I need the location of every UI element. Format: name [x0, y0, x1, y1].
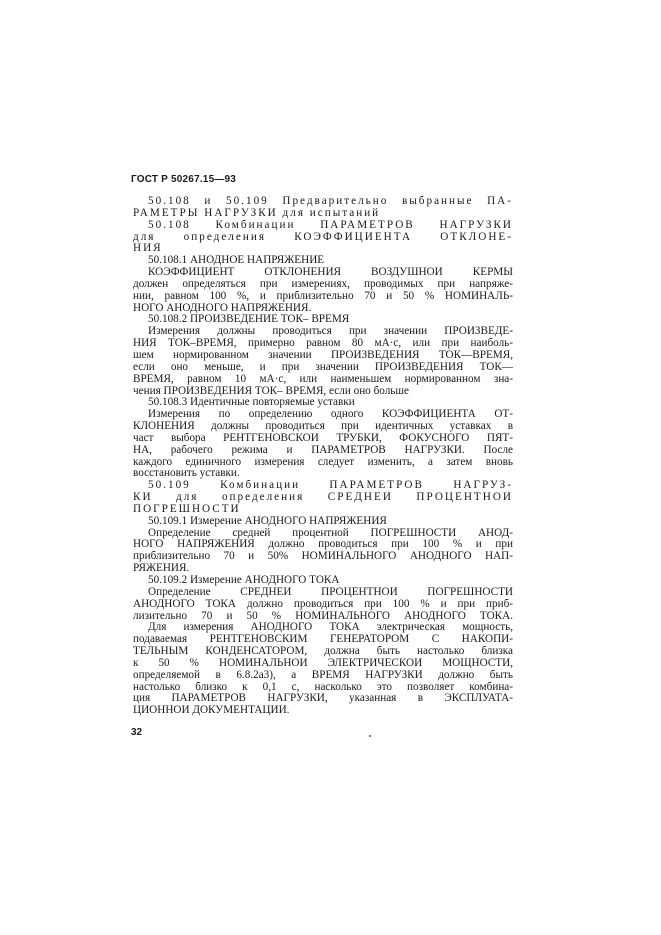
text-line: 50.108.1 АНОДНОЕ НАПРЯЖЕНИЕ: [148, 255, 325, 267]
text-line: 50.108.3 Идентичные повторяемые уставки: [148, 397, 355, 409]
text-line: ВРЕМЯ, равном 10 мА·с, или наименьшем нормированном зна-: [133, 373, 513, 385]
document-body: [133, 196, 513, 717]
text-line: подаваемая РЕНТГЕНОВСКИМ ГЕНЕРАТОРОМ С НАКОПИ-: [133, 634, 513, 646]
text-line: ция ПАРАМЕТРОВ НАГРУЗКИ, указанная в ЭКСПЛУАТА-: [133, 693, 513, 705]
text-line: если оно меньше, и при значении ПРОИЗВЕДЕНИЯ ТОК—: [133, 361, 513, 373]
text-line: Измерения по определению одного КОЭФФИЦИЕНТА ОТ-: [148, 409, 513, 421]
text-line: НОГО АНОДНОГО НАПРЯЖЕНИЯ.: [133, 302, 312, 314]
text-line: ЦИОННОЙ ДОКУМЕНТАЦИИ.: [133, 705, 290, 717]
text-line: 50.108 Комбинации ПАРАМЕТРОВ НАГРУЗКИ: [148, 219, 513, 231]
text-line: 50.108 и 50.109 Предварительно выбранные ПА-: [148, 196, 513, 207]
text-line: 50.109 Комбинации ПАРАМЕТРОВ НАГРУЗ-: [148, 480, 513, 492]
text-line: Измерения должны проводиться при значении ПРОИЗВЕДЕ-: [148, 326, 513, 338]
text-line: АНОДНОГО ТОКА должно проводиться при 100 % и при приб-: [133, 598, 513, 610]
text-line: КИ для определения СРЕДНЕЙ ПРОЦЕНТНОЙ: [133, 492, 513, 504]
text-line: КОЭФФИЦИЕНТ ОТКЛОНЕНИЯ ВОЗДУШНОЙ КЕРМЫ: [148, 267, 513, 279]
text-line: част выбора РЕНТГЕНОВСКОЙ ТРУБКИ, ФОКУСНОГО ПЯТ-: [133, 432, 513, 444]
text-line: каждого единичного измерения следует изменить, а затем вновь: [133, 456, 513, 468]
text-line: НИЯ: [133, 243, 163, 255]
text-line: лизительно 70 и 50 % НОМИНАЛЬНОГО АНОДНОГО ТОКА.: [133, 610, 513, 622]
text-line: НИЯ ТОК–ВРЕМЯ, примерно равном 80 мА·с, или при наиболь-: [133, 338, 513, 350]
text-line: 50.109.2 Измерение АНОДНОГО ТОКА: [148, 575, 340, 586]
text-line: восстановить уставки.: [133, 468, 240, 480]
text-line: к 50 % НОМИНАЛЬНОЙ ЭЛЕКТРИЧЕСКОЙ МОЩНОСТИ,: [133, 657, 513, 669]
text-line: НА, рабочего режима и ПАРАМЕТРОВ НАГРУЗКИ. После: [133, 444, 513, 456]
text-line: Для измерения АНОДНОГО ТОКА электрическая мощность,: [148, 622, 513, 634]
text-line: определяемой в 6.8.2а3), а ВРЕМЯ НАГРУЗКИ должно быть: [133, 669, 513, 681]
text-line: КЛОНЕНИЯ должны проводиться при идентичных уставках в: [133, 421, 513, 433]
text-line: РЯЖЕНИЯ.: [133, 563, 190, 575]
text-line: НОГО НАПРЯЖЕНИЯ должно проводиться при 100 % и при: [133, 539, 513, 551]
text-line: 50.108.2 ПРОИЗВЕДЕНИЕ ТОК– ВРЕМЯ: [148, 314, 350, 326]
text-line: нии, равном 100 %, и приблизительно 70 и 50 % НОМИНАЛЬ-: [133, 290, 513, 302]
text-line: настолько близко к 0,1 с, насколько это позволяет комбина-: [133, 681, 513, 693]
text-line: Определение СРЕДНЕЙ ПРОЦЕНТНОЙ ПОГРЕШНОСТИ: [148, 586, 513, 598]
text-line: для определения КОЭФФИЦИЕНТА ОТКЛОНЕ-: [133, 231, 513, 243]
text-line: Определение средней процентной ПОГРЕШНОСТИ АНОД-: [148, 527, 513, 539]
text-line: ПОГРЕШНОСТИ: [133, 503, 241, 515]
text-line: чения ПРОИЗВЕДЕНИЯ ТОК– ВРЕМЯ, если оно больше: [133, 385, 409, 397]
text-line: РАМЕТРЫ НАГРУЗКИ для испытаний: [133, 207, 381, 219]
text-line: ТЕЛЬНЫМ КОНДЕНСАТОРОМ, должна быть настолько близка: [133, 646, 513, 658]
text-line: приблизительно 70 и 50% НОМИНАЛЬНОГО АНОДНОГО НАП-: [133, 551, 513, 563]
page-number: 32: [131, 727, 143, 738]
text-line: 50.109.1 Измерение АНОДНОГО НАПРЯЖЕНИЯ: [148, 515, 387, 527]
scan-speck: [369, 735, 371, 737]
text-line: должен определяться при измерениях, проводимых при напряже-: [133, 278, 513, 290]
text-line: шем нормированном значении ПРОИЗВЕДЕНИЯ ТОК—ВРЕМЯ,: [133, 349, 513, 361]
document-header: ГОСТ Р 50267.15—93: [131, 174, 237, 185]
